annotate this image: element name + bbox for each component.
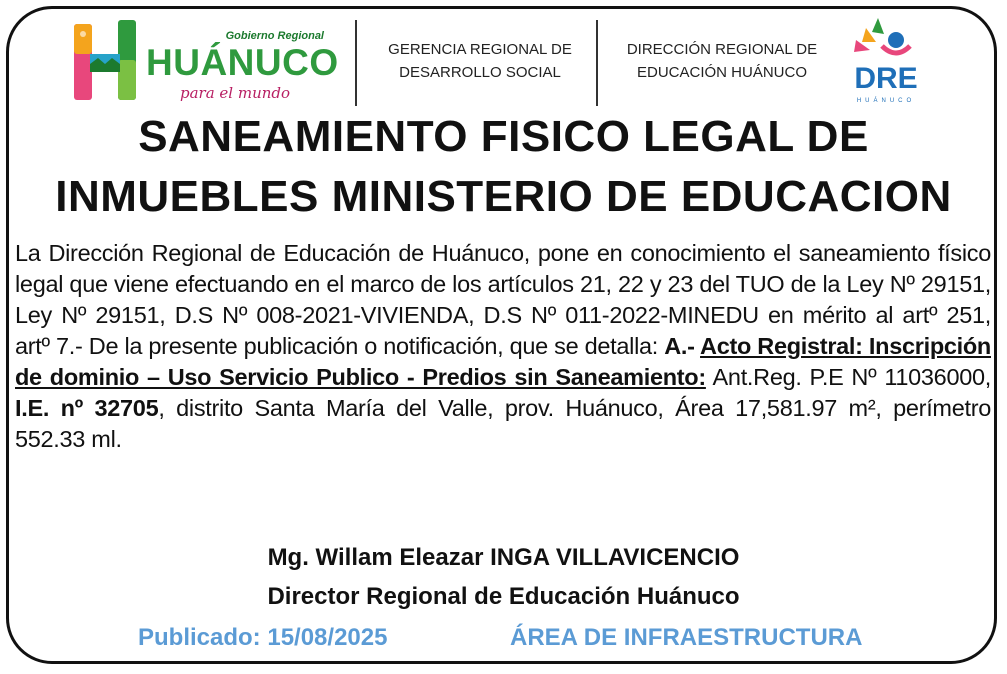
body-paragraph: La Dirección Regional de Educación de Huánuco, pone en conocimiento el saneamiento físico legal que viene efectuando en el marco de los artículos 21, 22 y 23 del TUO de la Ley Nº 29151, Ley Nº 29151, D.S Nº 008-2021-VIVIENDA, D.S Nº 011-2022-MINEDU en mérito al artº 251, artº 7.- De la presente publicación o notificación, que se detalla: xyxy=(15,240,991,359)
dre-logo-subtext: HUÁNUCO xyxy=(856,98,916,104)
ant-reg-text: Ant.Reg. P.E Nº 11036000, xyxy=(705,364,991,390)
direccion-line-2: EDUCACIÓN HUÁNUCO xyxy=(636,64,807,81)
gobierno-regional-text: Gobierno Regional xyxy=(225,30,324,42)
gerencia-block xyxy=(374,38,586,84)
huanuco-text: HUÁNUCO xyxy=(146,42,339,83)
direccion-line-1: DIRECCIÓN REGIONAL DE xyxy=(626,41,818,58)
signatory-position: Director Regional de Educación Huánuco xyxy=(267,583,740,610)
gerencia-line-1: GERENCIA REGIONAL DE xyxy=(388,41,572,58)
gerencia-line-2: DESARROLLO SOCIAL xyxy=(399,64,561,81)
title-line-1: SANEAMIENTO FISICO LEGAL DE xyxy=(138,112,869,161)
notice-body xyxy=(15,238,991,455)
direccion-block xyxy=(612,38,832,84)
header-divider xyxy=(596,20,598,106)
acto-registral-heading: Acto Registral: Inscripción de dominio – Uso Servicio Publico - Predios sin Saneamiento: xyxy=(15,333,991,390)
dre-logo-text: DRE xyxy=(854,62,918,95)
publication-date: Publicado: 15/08/2025 xyxy=(138,624,388,651)
header xyxy=(60,12,940,108)
ie-number: I.E. nº 32705 xyxy=(15,395,159,421)
dre-logo xyxy=(838,16,934,106)
area-label: ÁREA DE INFRAESTRUCTURA xyxy=(510,624,863,651)
header-divider xyxy=(355,20,357,106)
huanuco-wordmark xyxy=(146,30,339,102)
location-details: , distrito Santa María del Valle, prov. Huánuco, Área 17,581.97 m², perímetro 552.33 ml. xyxy=(15,395,991,452)
para-el-mundo-text: para el mundo xyxy=(180,84,291,102)
signatory-name: Mg. Willam Eleazar INGA VILLAVICENCIO xyxy=(267,544,740,571)
huanuco-h-logo xyxy=(72,20,138,102)
section-a-label: A.- xyxy=(664,333,701,359)
title-line-2: INMUEBLES MINISTERIO DE EDUCACION xyxy=(55,172,952,221)
